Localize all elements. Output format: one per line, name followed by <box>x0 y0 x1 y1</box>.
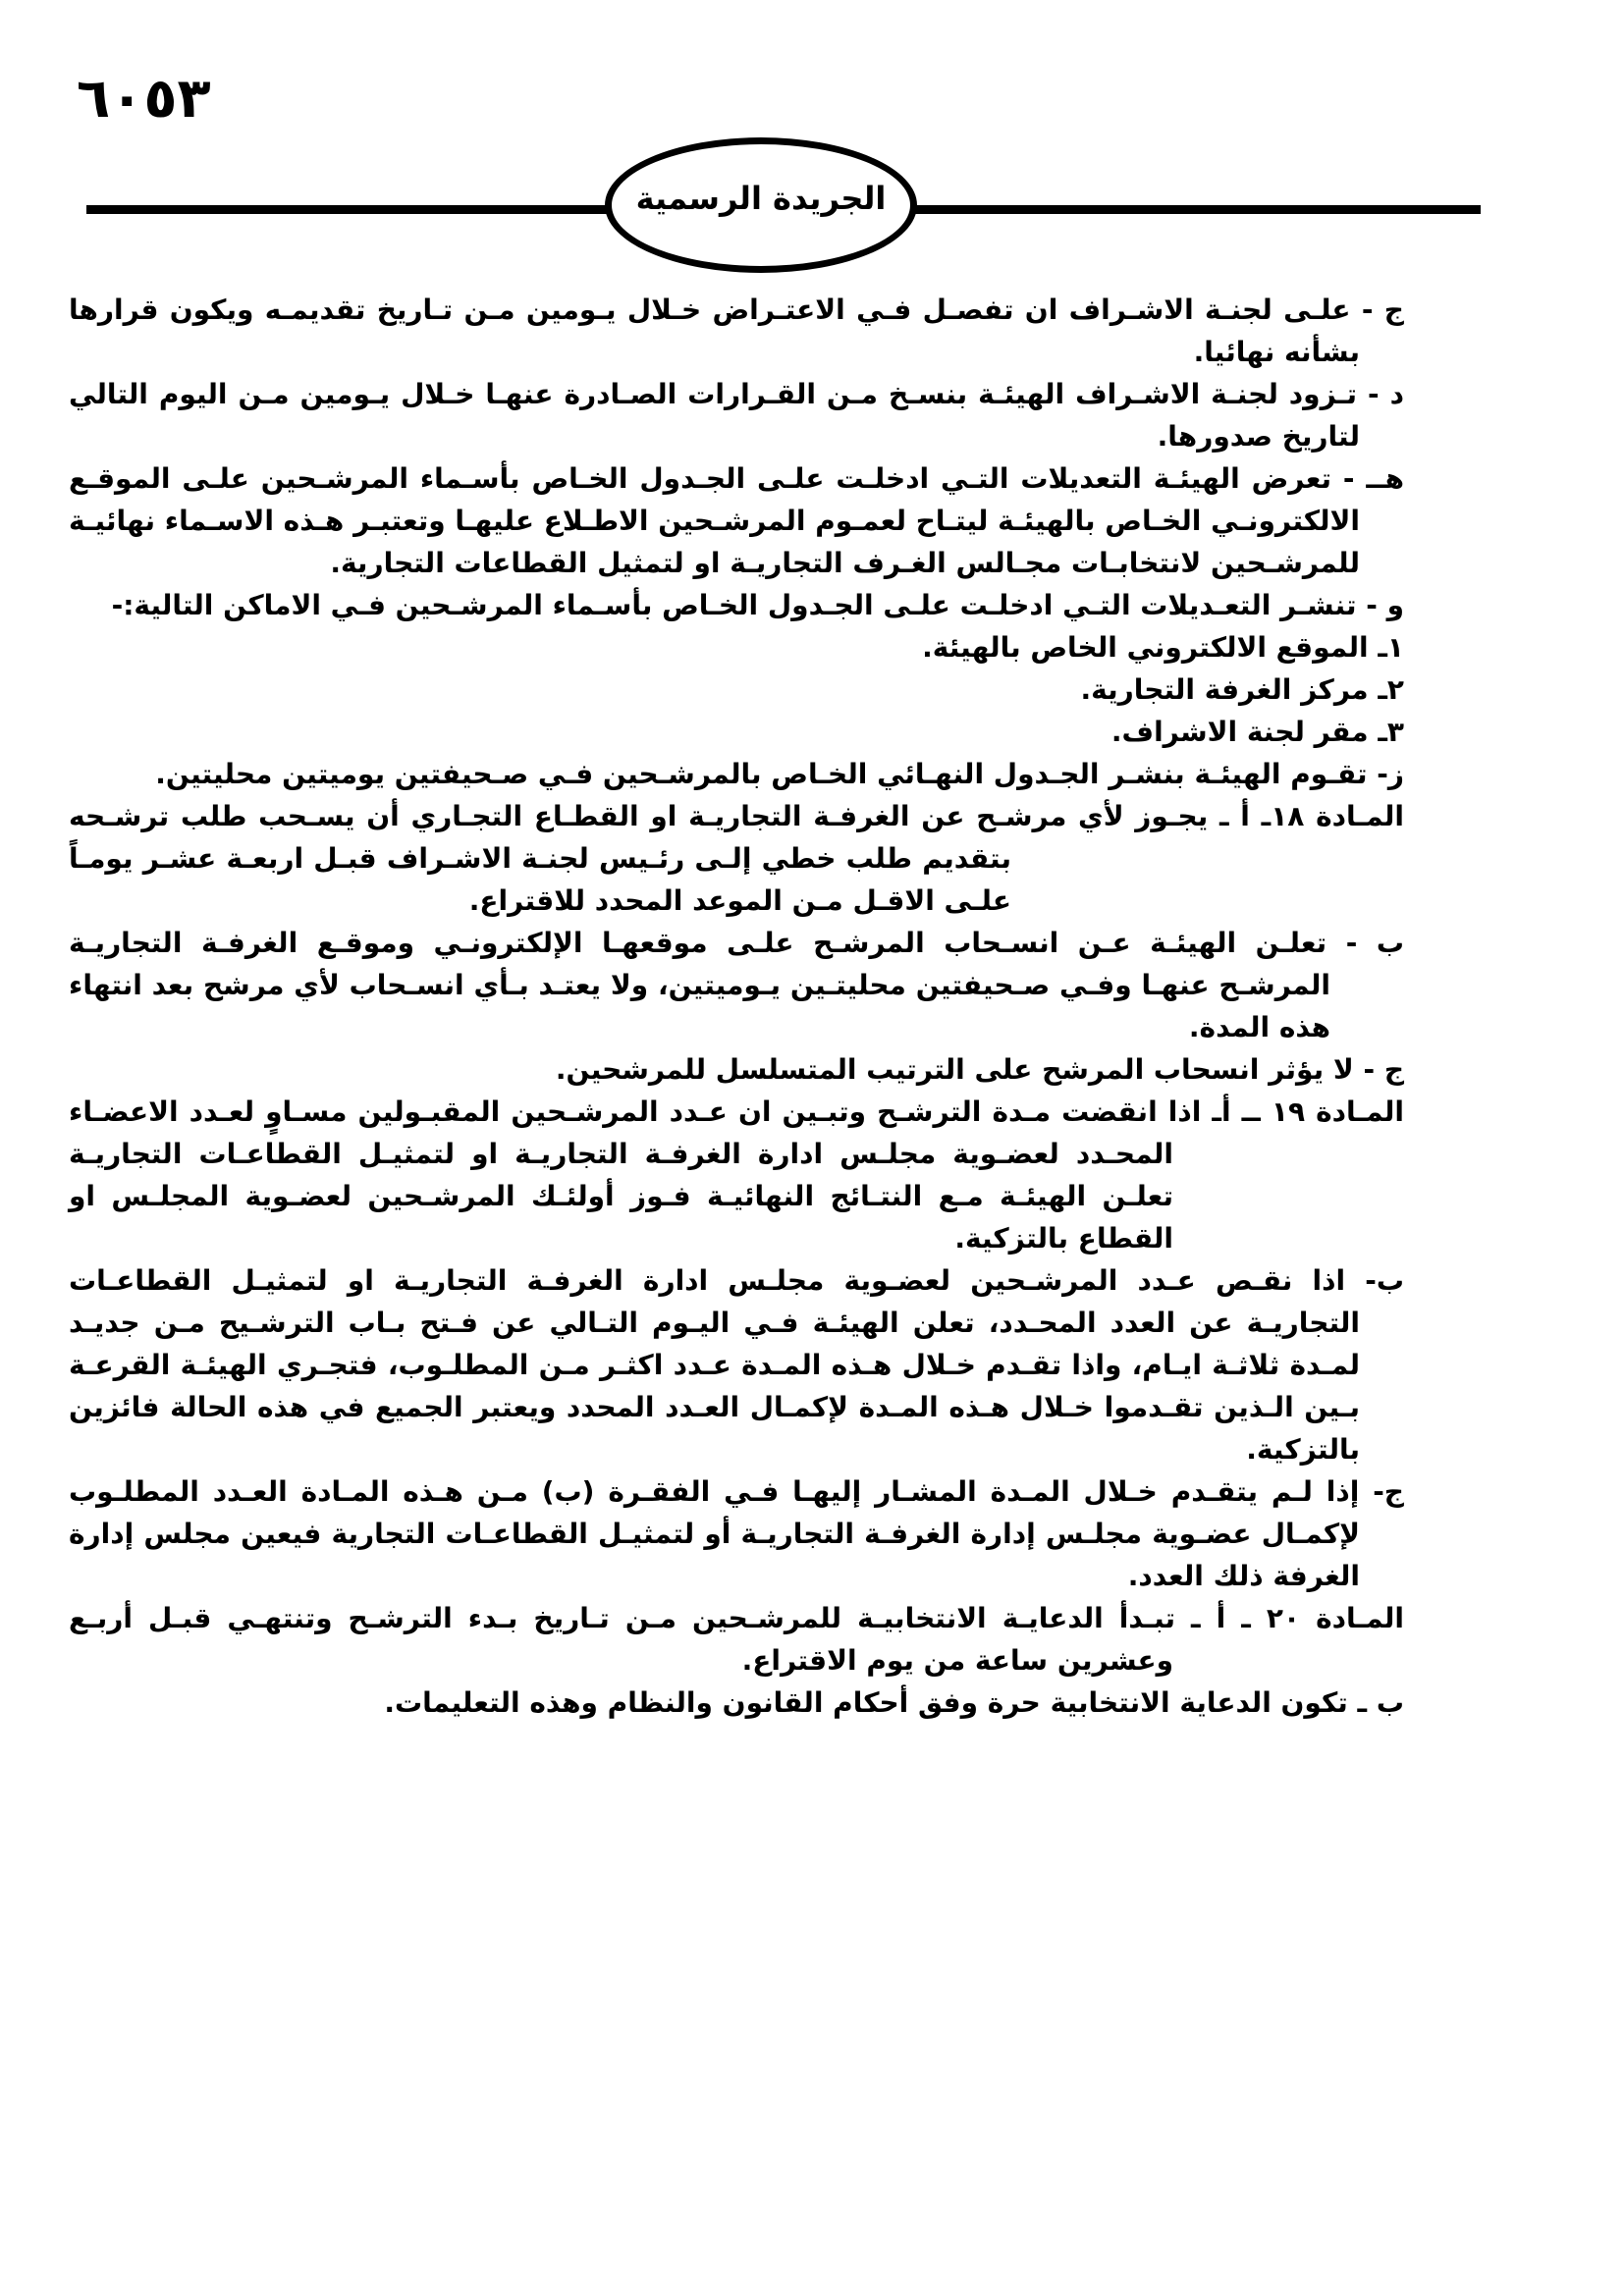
clause-dal-copies-of-decisions: د - تـزود لجنـة الاشـراف الهيئـة بنسـخ مـن القـرارات الصـادرة عنهـا خـلال يـومين مـن اليوم التالي لتاريخ صدورها. <box>69 378 1404 453</box>
list-item-1-website: ١ـ الموقع الالكتروني الخاص بالهيئة. <box>922 631 1404 664</box>
clause-jeem-supervision-ruling: ج - علـى لجنـة الاشـراف ان تفصـل فـي الاعتـراض خـلال يـومين مـن تـاريخ تقديمـه ويكون قرارها بشأنه نهائيا. <box>69 294 1404 368</box>
document-body <box>69 289 1404 1724</box>
article-19-b: ب- اذا نقـص عـدد المرشـحين لعضـوية مجلـس ادارة الغرفـة التجاريـة او لتمثيـل القطاعـات التجاريـة عن العدد المحـدد، تعلن الهيئـة فـي اليـوم التـالي عن فـتح بـاب الترشـيح مـن جديـد لمـدة ثلاثـة ايـام، واذا تقـدم خـلال هـذه المـدة عـدد اكثـر مـن المطلـوب، فتجـري الهيئـة القرعـة بـين الـذين تقـدموا خـلال هـذه المـدة لإكمـال العـدد المحدد ويعتبر الجميع في هذه الحالة فائزين بالتزكية. <box>69 1264 1404 1466</box>
list-item-2-chamber-center: ٢ـ مركز الغرفة التجارية. <box>1080 673 1404 706</box>
article-20-b: ب ـ تكون الدعاية الانتخابية حرة وفق أحكام القانون والنظام وهذه التعليمات. <box>384 1686 1404 1719</box>
article-18-c: ج - لا يؤثر انسحاب المرشح على الترتيب المتسلسل للمرشحين. <box>555 1053 1404 1086</box>
gazette-banner-title: الجريدة الرسمية <box>635 180 887 217</box>
gazette-banner <box>605 137 917 273</box>
article-19-a: المـادة ١٩ ــ أـ اذا انقضت مـدة الترشـح وتبـين ان عـدد المرشـحين المقبـولين مسـاوٍ لعـدد الاعضـاء المحـدد لعضـوية مجلـس ادارة الغرفـة التجاريـة او لتمثيـل القطاعـات التجاريـة تعلـن الهيئـة مـع النتـائج النهائيـة فـوز أولئـك المرشـحين لعضـوية المجلـس او القطاع بالتزكية. <box>69 1095 1404 1255</box>
list-item-3-committee-hq: ٣ـ مقر لجنة الاشراف. <box>1110 716 1404 748</box>
clause-waw-amendments-publish: و - تنشـر التعـديلات التـي ادخلـت علـى الجـدول الخـاص بأسـماء المرشـحين فـي الاماكن التالية:- <box>111 589 1404 621</box>
article-19-c: ج- إذا لـم يتقـدم خـلال المـدة المشـار إليهـا فـي الفقـرة (ب) مـن هـذه المـادة العـدد المطلـوب لإكمـال عضـوية مجلـس إدارة الغرفـة التجاريـة أو لتمثيـل القطاعـات التجارية فيعين مجلس إدارة الغرفة ذلك العدد. <box>69 1475 1404 1592</box>
article-20-a: المـادة ٢٠ ـ أ ـ تبـدأ الدعايـة الانتخابيـة للمرشـحين مـن تـاريخ بـدء الترشـح وتنتهـي قبـل أربـع وعشرين ساعة من يوم الاقتراع. <box>69 1602 1404 1677</box>
clause-zay-final-table-publish: ز- تقـوم الهيئـة بنشـر الجـدول النهـائي الخـاص بالمرشـحين فـي صـحيفتين يوميتين محليتين. <box>155 758 1404 790</box>
article-18-b: ب - تعلـن الهيئـة عـن انسـحاب المرشـح علـى موقعهـا الإلكترونـي وموقـع الغرفـة التجاريـة المرشـح عنهـا وفـي صـحيفتين محليتـين يـوميتين، ولا يعتـد بـأي انسـحاب لأي مرشح بعد انتهاء هذه المدة. <box>69 927 1404 1043</box>
article-18-a: المـادة ١٨ـ أ ـ يجـوز لأي مرشـح عن الغرفـة التجاريـة او القطـاع التجـاري أن يسـحب طلب ترشـحه بتقديم طلب خطي إلـى رئـيس لجنـة الاشـراف قبـل اربعـة عشـر يومـاً علـى الاقـل مـن الموعد المحدد للاقتراع. <box>69 800 1404 917</box>
page-number: ٦٠٥٣ <box>77 67 211 131</box>
clause-ha-amendments-display: هــ - تعرض الهيئـة التعديلات التـي ادخلـت علـى الجـدول الخـاص بأسـماء المرشـحين علـى الموقـع الالكترونـي الخـاص بالهيئـة ليتـاح لعمـوم المرشـحين الاطـلاع عليهـا وتعتبـر هـذه الاسـماء نهائيـة للمرشـحين لانتخابـات مجـالس الغـرف التجاريـة او لتمثيل القطاعات التجارية. <box>69 462 1404 579</box>
